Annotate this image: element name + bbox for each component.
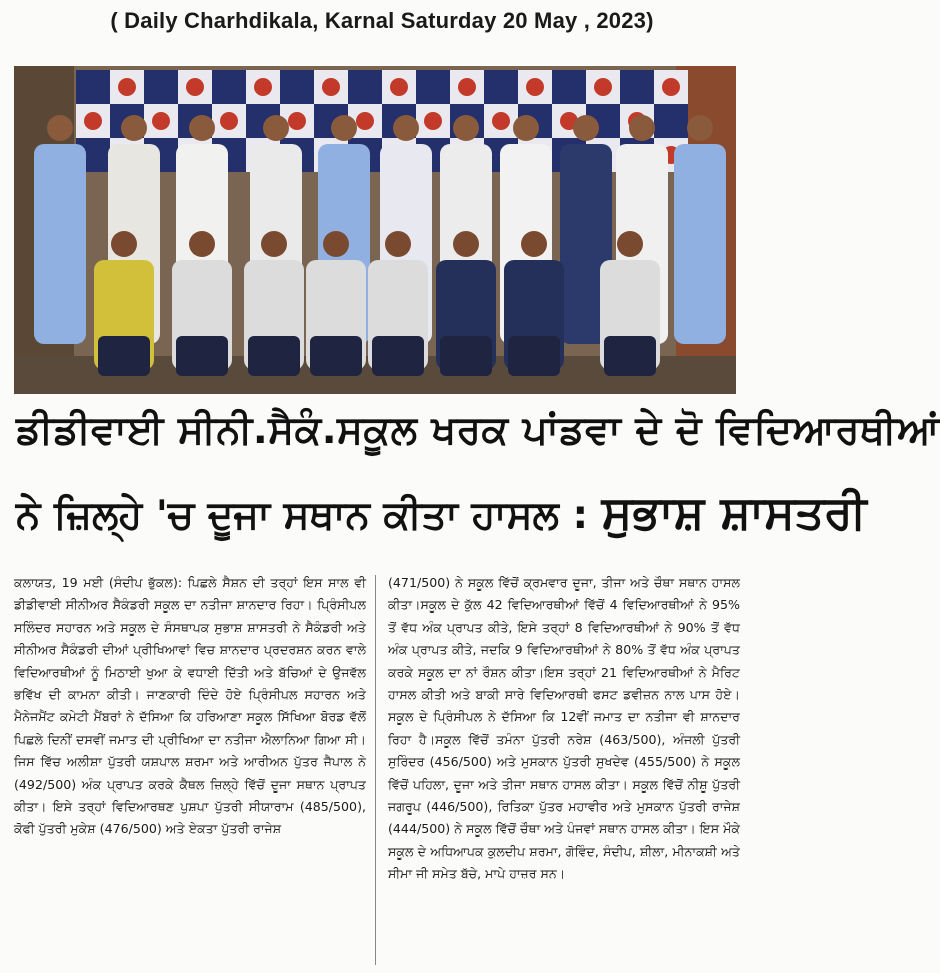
group-photo-icon: [14, 66, 736, 394]
article-column-right: (471/500) ਨੇ ਸਕੂਲ ਵਿੱਚੋਂ ਕ੍ਰਮਵਾਰ ਦੂਜਾ, ਤੀਜਾ ਅਤੇ ਚੌਥਾ ਸਥਾਨ ਹਾਸਲ ਕੀਤਾ।ਸਕੂਲ ਦੇ ਕੁੱਲ 42 ਵਿਦਿਆਰਥੀਆਂ ਵਿੱਚੋਂ 4 ਵਿਦਿਆਰਥੀਆਂ ਨੇ 95% ਤੋਂ ਵੱਧ ਅੰਕ ਪ੍ਰਾਪਤ ਕੀਤੇ, ਇਸੇ ਤਰ੍ਹਾਂ 8 ਵਿਦਿਆਰਥੀਆਂ ਨੇ 90% ਤੋਂ ਵੱਧ ਅੰਕ ਪ੍ਰਾਪਤ ਕੀਤੇ, ਜਦਕਿ 9 ਵਿਦਿਆਰਥੀਆਂ ਨੇ 80% ਤੋਂ ਵੱਧ ਅੰਕ ਪ੍ਰਾਪਤ ਕਰਕੇ ਸਕੂਲ ਦਾ ਨਾਂ ਰੌਸ਼ਨ ਕੀਤਾ।ਇਸ ਤਰ੍ਹਾਂ 21 ਵਿਦਿਆਰਥੀਆਂ ਨੇ ਮੈਰਿਟ ਹਾਸਲ ਕੀਤੀ ਅਤੇ ਬਾਕੀ ਸਾਰੇ ਵਿਦਿਆਰਥੀ ਫਸਟ ਡਵੀਜ਼ਨ ਨਾਲ ਪਾਸ ਹੋਏ। ਸਕੂਲ ਦੇ ਪ੍ਰਿੰਸੀਪਲ ਨੇ ਦੱਸਿਆ ਕਿ 12ਵੀਂ ਜਮਾਤ ਦਾ ਨਤੀਜਾ ਵੀ ਸ਼ਾਨਦਾਰ ਰਿਹਾ ਹੈ।ਸਕੂਲ ਵਿੱਚੋਂ ਤਮੰਨਾ ਪੁੱਤਰੀ ਨਰੇਸ਼ (463/500), ਅੰਜਲੀ ਪੁੱਤਰੀ ਸੁਰਿੰਦਰ (456/500) ਅਤੇ ਮੁਸਕਾਨ ਪੁੱਤਰੀ ਸੁਖਦੇਵ (455/500) ਨੇ ਸਕੂਲ ਵਿੱਚੋਂ ਪਹਿਲਾ, ਦੂਜਾ ਅਤੇ ਤੀਜਾ ਸਥਾਨ ਹਾਸਲ ਕੀਤਾ। ਸਕੂਲ ਵਿੱਚੋਂ ਨੀਸ਼ੂ ਪੁੱਤਰੀ ਜਗਰੂਪ (446/500), ਰਿਤਿਕਾ ਪੁੱਤਰ ਮਹਾਵੀਰ ਅਤੇ ਮੁਸਕਾਨ ਪੁੱਤਰੀ ਰਾਜੇਸ਼ (444/500) ਨੇ ਸਕੂਲ ਵਿੱਚੋਂ ਚੌਥਾ ਅਤੇ ਪੰਜਵਾਂ ਸਥਾਨ ਹਾਸਲ ਕੀਤਾ। ਇਸ ਮੌਕੇ ਸਕੂਲ ਦੇ ਅਧਿਆਪਕ ਕੁਲਦੀਪ ਸ਼ਰਮਾ, ਗੋਵਿੰਦ, ਸੰਦੀਪ, ਸ਼ੀਲਾ, ਮੀਨਾਕਸ਼ੀ ਅਤੇ ਸੀਮਾ ਜੀ ਸਮੇਤ ਬੱਚੇ, ਮਾਪੇ ਹਾਜ਼ਰ ਸਨ।: [388, 575, 740, 882]
headline-line-2: [16, 478, 867, 546]
headline-line-2-text: ਨੇ ਜ਼ਿਲ੍ਹੇ 'ਚ ਦੂਜਾ ਸਥਾਨ ਕੀਤਾ ਹਾਸਲ :: [16, 493, 602, 538]
headline-founder-name: ਸੁਭਾਸ਼ ਸ਼ਾਸਤਰੀ: [601, 485, 867, 539]
group-photo: [14, 66, 736, 394]
headline-line-1: ਡੀਡੀਵਾਈ ਸੀਨੀ.ਸੈਕੰ.ਸਕੂਲ ਖਰਕ ਪਾਂਡਵਾ ਦੇ ਦੋ ਵਿਦਿਆਰਥੀਆਂ: [16, 408, 940, 453]
article-column-left: ਕਲਾਯਤ, 19 ਮਈ (ਸੰਦੀਪ ਭੁੱਕਲ): ਪਿਛਲੇ ਸੈਸ਼ਨ ਦੀ ਤਰ੍ਹਾਂ ਇਸ ਸਾਲ ਵੀ ਡੀਡੀਵਾਈ ਸੀਨੀਅਰ ਸੈਕੰਡਰੀ ਸਕੂਲ ਦਾ ਨਤੀਜਾ ਸ਼ਾਨਦਾਰ ਰਿਹਾ। ਪ੍ਰਿੰਸੀਪਲ ਸਲਿੰਦਰ ਸਹਾਰਨ ਅਤੇ ਸਕੂਲ ਦੇ ਸੰਸਥਾਪਕ ਸੁਭਾਸ਼ ਸ਼ਾਸਤਰੀ ਨੇ ਸੈਕੰਡਰੀ ਅਤੇ ਸੀਨੀਅਰ ਸੈਕੰਡਰੀ ਦੀਆਂ ਪ੍ਰੀਖਿਆਵਾਂ ਵਿਚ ਸ਼ਾਨਦਾਰ ਪ੍ਰਦਰਸ਼ਨ ਕਰਨ ਵਾਲੇ ਵਿਦਿਆਰਥੀਆਂ ਨੂੰ ਮਿਠਾਈ ਖੁਆ ਕੇ ਵਧਾਈ ਦਿੱਤੀ ਅਤੇ ਬੱਚਿਆਂ ਦੇ ਉਜਵੱਲ ਭਵਿੱਖ ਦੀ ਕਾਮਨਾ ਕੀਤੀ। ਜਾਣਕਾਰੀ ਦਿੰਦੇ ਹੋਏ ਪ੍ਰਿੰਸੀਪਲ ਸਹਾਰਨ ਅਤੇ ਮੈਨੇਜਮੈਂਟ ਕਮੇਟੀ ਮੈਂਬਰਾਂ ਨੇ ਦੱਸਿਆ ਕਿ ਹਰਿਆਣਾ ਸਕੂਲ ਸਿੱਖਿਆ ਬੋਰਡ ਵੱਲੋਂ ਪਿਛਲੇ ਦਿਨੀਂ ਦਸਵੀਂ ਜਮਾਤ ਦੀ ਪ੍ਰੀਖਿਆ ਦਾ ਨਤੀਜਾ ਐਲਾਨਿਆ ਗਿਆ ਸੀ। ਜਿਸ ਵਿੱਚ ਅਲੀਸ਼ਾ ਪੁੱਤਰੀ ਯਸ਼ਪਾਲ ਸ਼ਰਮਾ ਅਤੇ ਆਰੀਅਨ ਪੁੱਤਰ ਜੈਪਾਲ ਨੇ (492/500) ਅੰਕ ਪ੍ਰਾਪਤ ਕਰਕੇ ਕੈਥਲ ਜ਼ਿਲ੍ਹੇ ਵਿੱਚੋਂ ਦੂਜਾ ਸਥਾਨ ਪ੍ਰਾਪਤ ਕੀਤਾ। ਇਸੇ ਤਰ੍ਹਾਂ ਵਿਦਿਆਰਥਣ ਪੁਸ਼ਪਾ ਪੁੱਤਰੀ ਸੀਯਾਰਾਮ (485/500), ਕੋਫੀ ਪੁੱਤਰੀ ਮੁਕੇਸ਼ (476/500) ਅਤੇ ਏਕਤਾ ਪੁੱਤਰੀ ਰਾਜੇਸ਼: [14, 575, 366, 837]
column-divider: [375, 575, 376, 965]
masthead-dateline: ( Daily Charhdikala, Karnal Saturday 20 May , 2023): [110, 8, 654, 33]
